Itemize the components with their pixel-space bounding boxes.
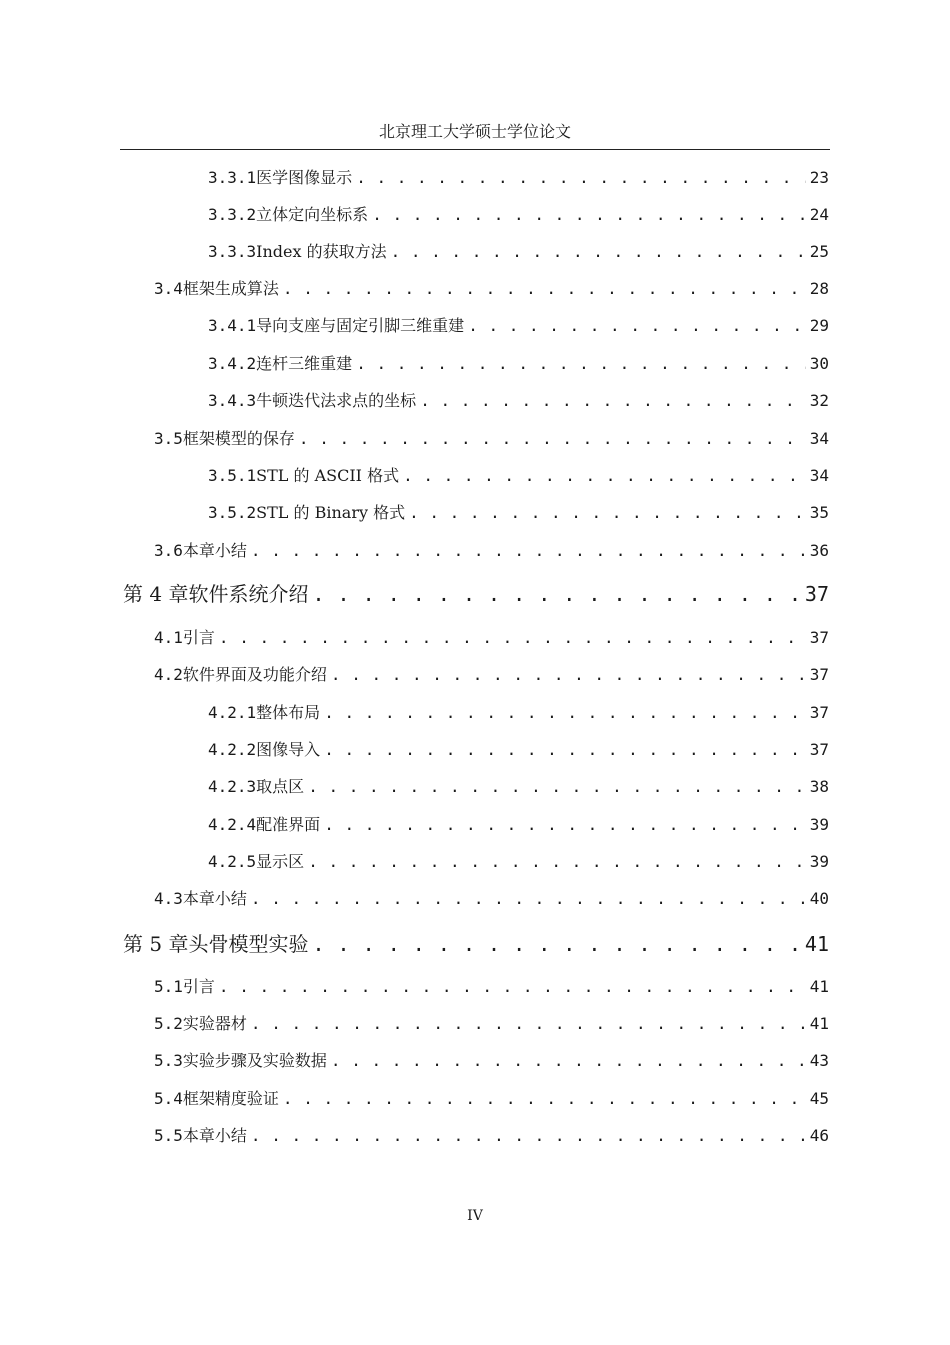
toc-entry-number: 第 5 章 xyxy=(123,932,189,956)
toc-entry-page: 41 xyxy=(804,932,829,956)
toc-entry-number: 4.2.4 xyxy=(208,815,257,834)
toc-entry-page: 39 xyxy=(809,815,829,834)
toc-entry-page: 46 xyxy=(809,1126,829,1145)
toc-entry[interactable] xyxy=(208,240,829,264)
toc-entry-title: 本章小结 xyxy=(182,541,247,560)
toc-entry-number: 4.3 xyxy=(154,889,183,908)
toc-entry[interactable] xyxy=(208,352,829,376)
toc-entry-title: 取点区 xyxy=(256,777,305,796)
toc-entry[interactable] xyxy=(208,464,829,488)
toc-entry-page: 25 xyxy=(809,242,829,261)
toc-entry-number: 4.2.1 xyxy=(208,703,257,722)
toc-entry-title: 本章小结 xyxy=(182,889,247,908)
dot-leader xyxy=(299,427,806,451)
toc-entry-number: 5.5 xyxy=(154,1126,183,1145)
toc-entry-page: 34 xyxy=(809,466,829,485)
toc-entry-page: 35 xyxy=(809,503,829,522)
toc-entry-page: 38 xyxy=(809,777,829,796)
toc-entry[interactable] xyxy=(208,701,829,725)
toc-entry-title: STL 的 Binary 格式 xyxy=(256,503,406,522)
toc-entry[interactable] xyxy=(154,1012,829,1036)
toc-entry-title: 配准界面 xyxy=(256,815,321,834)
toc-entry[interactable] xyxy=(208,166,829,190)
toc-entry-title: 框架模型的保存 xyxy=(182,429,295,448)
toc-entry-page: 30 xyxy=(809,354,829,373)
dot-leader xyxy=(308,775,806,799)
dot-leader xyxy=(391,240,806,264)
dot-leader xyxy=(409,501,806,525)
toc-entry-title: 图像导入 xyxy=(256,740,321,759)
toc-entry[interactable] xyxy=(154,663,829,687)
toc-entry-title: 引言 xyxy=(182,628,215,647)
toc-entry[interactable] xyxy=(208,738,829,762)
toc-entry-number: 3.4 xyxy=(154,279,183,298)
toc-entry[interactable] xyxy=(154,1087,829,1111)
toc-entry-page: 37 xyxy=(809,665,829,684)
page-number: IV xyxy=(467,1208,483,1224)
toc-entry[interactable] xyxy=(154,539,829,563)
toc-entry-number: 4.2.3 xyxy=(208,777,257,796)
toc-entry[interactable] xyxy=(208,850,829,874)
toc-entry-number: 4.2.2 xyxy=(208,740,257,759)
toc-entry-page: 45 xyxy=(809,1089,829,1108)
toc-entry-page: 36 xyxy=(809,541,829,560)
toc-entry-number: 3.4.2 xyxy=(208,354,257,373)
toc-entry-number: 3.3.3 xyxy=(208,242,257,261)
toc-entry-number: 4.2 xyxy=(154,665,183,684)
toc-entry-page: 39 xyxy=(809,852,829,871)
dot-leader xyxy=(324,738,806,762)
dot-leader xyxy=(356,352,806,376)
toc-entry-title: 实验步骤及实验数据 xyxy=(182,1051,327,1070)
toc-entry-page: 37 xyxy=(804,582,829,606)
toc-entry-page: 37 xyxy=(809,740,829,759)
toc-entry[interactable] xyxy=(208,389,829,413)
dot-leader xyxy=(468,314,806,338)
toc-entry-page: 37 xyxy=(809,703,829,722)
toc-entry-page: 37 xyxy=(809,628,829,647)
dot-leader xyxy=(324,813,806,837)
toc-entry[interactable] xyxy=(154,1049,829,1073)
toc-entry[interactable] xyxy=(154,887,829,911)
toc-entry-page: 41 xyxy=(809,977,829,996)
toc-entry-page: 43 xyxy=(809,1051,829,1070)
toc-entry-title: 实验器材 xyxy=(182,1014,247,1033)
toc-entry-number: 3.3.2 xyxy=(208,205,257,224)
toc-entry-title: 连杆三维重建 xyxy=(256,354,353,373)
toc-entry-title: 软件系统介绍 xyxy=(188,582,309,606)
toc-entry-number: 5.4 xyxy=(154,1089,183,1108)
toc-entry[interactable] xyxy=(154,1124,829,1148)
toc-entry-page: 32 xyxy=(809,391,829,410)
toc-entry[interactable] xyxy=(154,427,829,451)
toc-entry-number: 4.2.5 xyxy=(208,852,257,871)
toc-entry-title: 立体定向坐标系 xyxy=(256,205,369,224)
toc-entry-title: 框架精度验证 xyxy=(182,1089,279,1108)
dot-leader xyxy=(283,1087,806,1111)
toc-entry-page: 28 xyxy=(809,279,829,298)
dot-leader xyxy=(251,887,806,911)
toc-entry-page: 34 xyxy=(809,429,829,448)
toc-entry-title: 软件界面及功能介绍 xyxy=(182,665,327,684)
toc-chapter-entry[interactable] xyxy=(123,579,829,609)
toc-entry-title: 引言 xyxy=(182,977,215,996)
toc-entry-number: 5.3 xyxy=(154,1051,183,1070)
toc-entry-number: 5.1 xyxy=(154,977,183,996)
toc-entry-number: 3.5.1 xyxy=(208,466,257,485)
toc-entry-title: 头骨模型实验 xyxy=(188,932,309,956)
dot-leader xyxy=(312,579,800,609)
toc-entry-number: 第 4 章 xyxy=(123,582,189,606)
toc-entry-page: 24 xyxy=(809,205,829,224)
toc-entry-title: Index 的获取方法 xyxy=(256,242,387,261)
toc-entry-title: 框架生成算法 xyxy=(182,279,279,298)
toc-chapter-entry[interactable] xyxy=(123,929,829,959)
toc-entry-number: 3.3.1 xyxy=(208,168,257,187)
dot-leader xyxy=(251,1012,806,1036)
dot-leader xyxy=(324,701,806,725)
toc-entry-title: 显示区 xyxy=(256,852,305,871)
toc-entry-number: 3.4.3 xyxy=(208,391,257,410)
toc-entry[interactable] xyxy=(154,277,829,301)
toc-entry-number: 4.1 xyxy=(154,628,183,647)
toc-entry-title: 牛顿迭代法求点的坐标 xyxy=(256,391,417,410)
toc-entry-page: 29 xyxy=(809,316,829,335)
running-header: 北京理工大学硕士学位论文 xyxy=(378,122,571,141)
toc-entry[interactable] xyxy=(208,813,829,837)
toc-entry-number: 3.4.1 xyxy=(208,316,257,335)
dot-leader xyxy=(312,929,800,959)
toc-entry-title: 本章小结 xyxy=(182,1126,247,1145)
toc-entry-page: 41 xyxy=(809,1014,829,1033)
toc-entry-title: 导向支座与固定引脚三维重建 xyxy=(256,316,465,335)
toc-entry-title: 医学图像显示 xyxy=(256,168,353,187)
dot-leader xyxy=(331,1049,806,1073)
toc-entry-page: 23 xyxy=(809,168,829,187)
dot-leader xyxy=(251,539,806,563)
toc-entry[interactable] xyxy=(208,203,829,227)
toc-entry[interactable] xyxy=(208,314,829,338)
toc-entry[interactable] xyxy=(208,501,829,525)
dot-leader xyxy=(219,626,806,650)
toc-entry-title: 整体布局 xyxy=(256,703,321,722)
toc-entry-number: 3.5 xyxy=(154,429,183,448)
dot-leader xyxy=(372,203,806,227)
toc-entry-number: 3.5.2 xyxy=(208,503,257,522)
dot-leader xyxy=(251,1124,806,1148)
dot-leader xyxy=(283,277,806,301)
toc-entry[interactable] xyxy=(154,626,829,650)
toc-entry-number: 5.2 xyxy=(154,1014,183,1033)
toc-entry[interactable] xyxy=(208,775,829,799)
dot-leader xyxy=(308,850,806,874)
toc-entry-title: STL 的 ASCII 格式 xyxy=(256,466,400,485)
toc-entry-number: 3.6 xyxy=(154,541,183,560)
toc-entry-page: 40 xyxy=(809,889,829,908)
dot-leader xyxy=(356,166,806,190)
dot-leader xyxy=(219,975,806,999)
dot-leader xyxy=(403,464,806,488)
toc-entry[interactable] xyxy=(154,975,829,999)
dot-leader xyxy=(331,663,806,687)
dot-leader xyxy=(420,389,806,413)
